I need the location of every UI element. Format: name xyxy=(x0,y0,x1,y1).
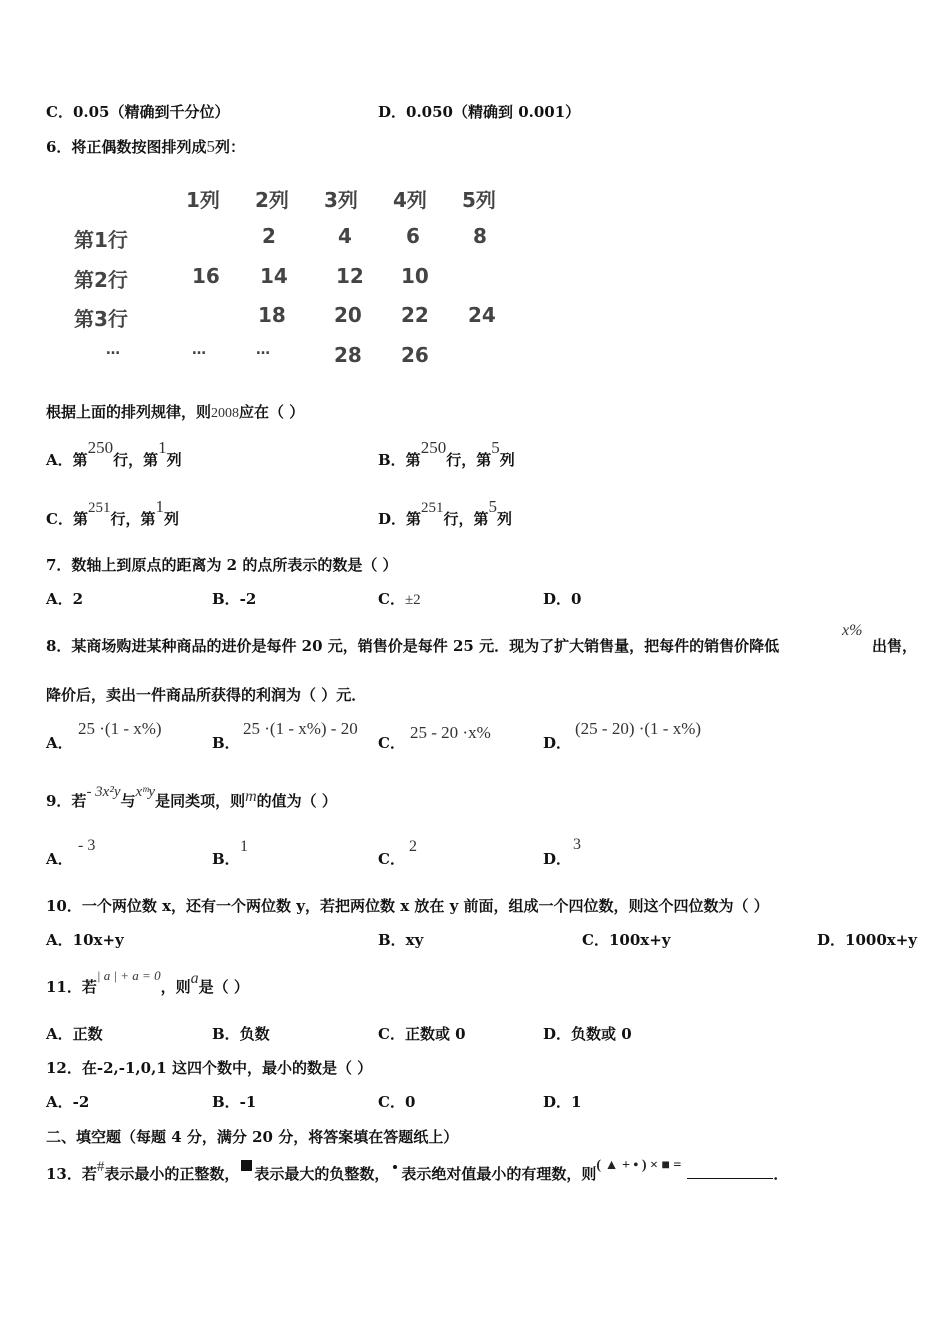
q10-option-b: B．xy xyxy=(378,931,424,949)
cell-r1-c5: 8 xyxy=(473,224,487,248)
col-header-2: 2列 xyxy=(255,188,289,212)
q12-option-d: D．1 xyxy=(543,1093,582,1111)
q13-stem: 13．若#表示最小的正整数， 表示最大的负整数， 表示绝对值最小的有理数，则( ▲ + • ) × ■ = ． xyxy=(46,1158,789,1183)
cell-r2-c4: 10 xyxy=(401,264,429,288)
q9-option-a-math: - 3 xyxy=(78,837,96,854)
q8-option-d-math: (25 - 20) ·(1 - x%) xyxy=(575,719,702,738)
row-label-2: 第2行 xyxy=(74,268,128,292)
q6-option-b: B．第250行，第5列 xyxy=(378,438,515,469)
q8-option-b-math: 25 ·(1 - x%) - 20 xyxy=(243,719,358,738)
q10-option-c: C．100x+y xyxy=(582,931,671,949)
q10-stem: 10．一个两位数 x，还有一个两位数 y，若把两位数 x 放在 y 前面，组成一个四位数，则这个四位数为（ ） xyxy=(46,897,769,915)
q8-option-d: D． xyxy=(543,734,572,752)
cell-r4-c2: … xyxy=(256,342,270,358)
q9-stem: 9．若- 3x²y与xᵐy是同类项，则m的值为（ ） xyxy=(46,784,337,810)
q12-option-c: C．0 xyxy=(378,1093,416,1111)
cell-r1-c3: 4 xyxy=(338,224,352,248)
q11-option-b: B．负数 xyxy=(212,1025,270,1043)
q6-option-a: A．第250行，第1列 xyxy=(46,438,182,469)
col-header-1: 1列 xyxy=(186,188,220,212)
q6-option-c: C．第251行，第1列 xyxy=(46,497,179,528)
q9-var: m xyxy=(245,788,257,805)
q6-stem-num: 5 xyxy=(206,137,215,156)
q8-stem-math: x% xyxy=(842,622,863,639)
even-number-table xyxy=(70,178,540,378)
q9-option-b: B． xyxy=(212,850,240,868)
q7-option-b: B．-2 xyxy=(212,590,257,608)
q9-term2: xᵐy xyxy=(135,784,156,800)
bullet-dot-icon xyxy=(393,1165,397,1169)
q11-option-c: C．正数或 0 xyxy=(378,1025,466,1043)
q9-option-c: C． xyxy=(378,850,405,868)
col-header-3: 3列 xyxy=(324,188,358,212)
q9-option-c-math: 2 xyxy=(409,838,417,855)
q11-condition: | a | + a = 0 xyxy=(96,968,161,983)
cell-r1-c2: 2 xyxy=(262,224,276,248)
q7-option-d: D．0 xyxy=(543,590,582,608)
cell-r2-c3: 12 xyxy=(336,264,364,288)
q6-question: 根据上面的排列规律，则2008应在（ ） xyxy=(46,403,305,421)
cell-r2-c2: 14 xyxy=(260,264,288,288)
cell-r3-c3: 20 xyxy=(334,303,362,327)
q8-option-a-math: 25 ·(1 - x%) xyxy=(78,719,162,738)
q11-var: a xyxy=(190,970,199,987)
cell-r1-c4: 6 xyxy=(406,224,420,248)
cell-r3-c4: 22 xyxy=(401,303,429,327)
q12-stem: 12．在-2,-1,0,1 这四个数中，最小的数是（ ） xyxy=(46,1059,373,1077)
col-header-4: 4列 xyxy=(393,188,427,212)
cell-r4-c1: … xyxy=(192,342,206,358)
q6-option-d: D．第251行，第5列 xyxy=(378,497,513,528)
q9-option-d: D． xyxy=(543,850,572,868)
q10-option-a: A．10x+y xyxy=(46,931,124,949)
cell-r4-c3: 28 xyxy=(334,343,362,367)
section-fill-in-heading: 二、填空题（每题 4 分，满分 20 分，将答案填在答题纸上） xyxy=(46,1128,459,1146)
col-header-5: 5列 xyxy=(462,188,496,212)
cell-r4-c4: 26 xyxy=(401,343,429,367)
q7-option-c: C．±2 xyxy=(378,590,421,608)
q8-option-c: C． xyxy=(378,734,405,752)
q8-option-b: B． xyxy=(212,734,240,752)
q9-option-d-math: 3 xyxy=(573,836,581,853)
q9-term1: - 3x²y xyxy=(86,784,121,800)
q5-option-c: C．0.05（精确到千分位） xyxy=(46,103,230,121)
q8-option-a: A． xyxy=(46,734,73,752)
q7-option-a: A．2 xyxy=(46,590,84,608)
q9-option-b-math: 1 xyxy=(240,838,248,855)
cell-r3-c5: 24 xyxy=(468,303,496,327)
hash-symbol: # xyxy=(96,1159,105,1175)
row-label-1: 第1行 xyxy=(74,228,128,252)
q11-option-d: D．负数或 0 xyxy=(543,1025,632,1043)
q11-option-a: A．正数 xyxy=(46,1025,103,1043)
row-label-ellipsis: … xyxy=(106,342,120,358)
q10-option-d: D．1000x+y xyxy=(817,931,917,949)
black-square-icon xyxy=(241,1160,252,1171)
q13-expression: ( ▲ + • ) × ■ = xyxy=(596,1158,682,1173)
cell-r3-c2: 18 xyxy=(258,303,286,327)
q7-stem: 7．数轴上到原点的距离为 2 的点所表示的数是（ ） xyxy=(46,556,398,574)
q11-stem: 11．若| a | + a = 0，则a是（ ） xyxy=(46,968,249,996)
answer-blank[interactable] xyxy=(687,1164,773,1179)
q9-option-a: A． xyxy=(46,850,73,868)
cell-r2-c1: 16 xyxy=(192,264,220,288)
q8-stem-line2: 降价后，卖出一件商品所获得的利润为（ ）元． xyxy=(46,686,367,704)
q8-stem-end: 出售， xyxy=(872,637,918,655)
q6-stem: 6．将正偶数按图排列成5列： xyxy=(46,137,245,156)
q12-option-b: B．-1 xyxy=(212,1093,257,1111)
q8-option-c-math: 25 - 20 ·x% xyxy=(410,723,491,742)
q5-option-d: D．0.050（精确到 0.001） xyxy=(378,103,581,121)
q8-stem: 8．某商场购进某种商品的进价是每件 20 元，销售价是每件 25 元．现为了扩大销售量，把每件的销售价降低 xyxy=(46,637,780,655)
q12-option-a: A．-2 xyxy=(46,1093,90,1111)
row-label-3: 第3行 xyxy=(74,307,128,331)
